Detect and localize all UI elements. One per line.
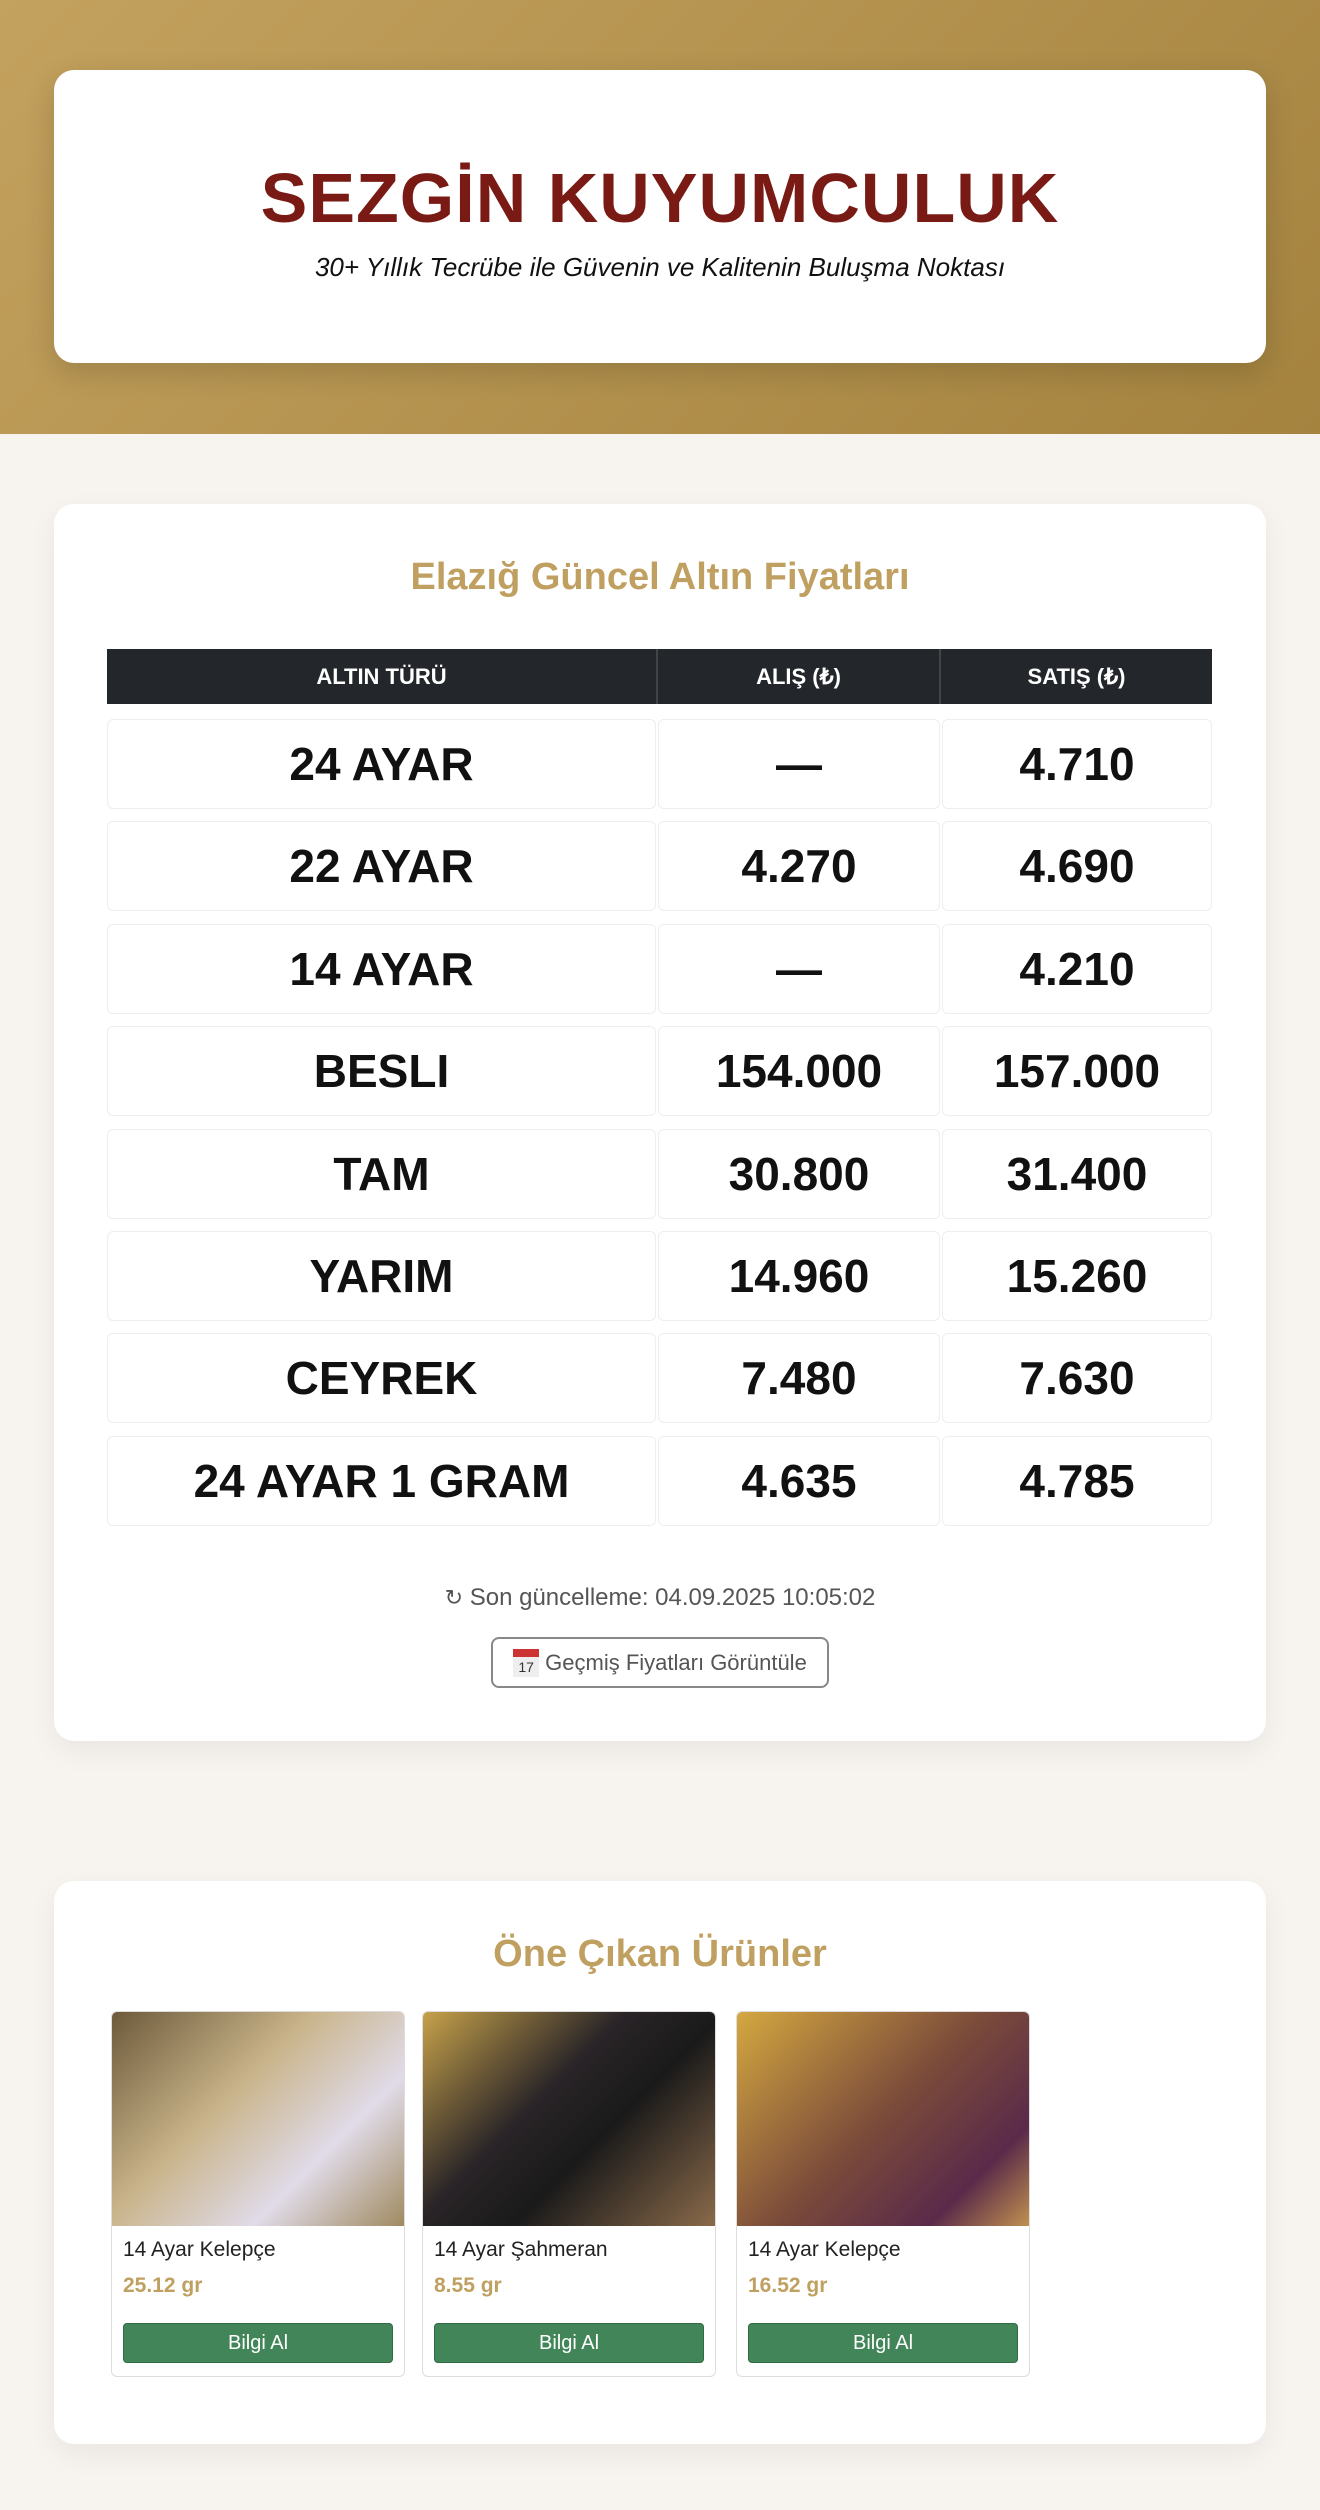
refresh-icon: ↻ (444, 1585, 464, 1610)
buy-price: 30.800 (658, 1129, 940, 1219)
products-card (54, 1881, 1266, 2444)
table-row (107, 1436, 1212, 1526)
info-button[interactable]: Bilgi Al (123, 2323, 393, 2363)
price-card (54, 504, 1266, 1741)
table-row (107, 821, 1212, 911)
calendar-icon: 17 (513, 1649, 539, 1677)
buy-price: 4.635 (658, 1436, 940, 1526)
buy-price: 154.000 (658, 1026, 940, 1116)
col-type: ALTIN TÜRÜ (107, 649, 658, 704)
sell-price: 157.000 (942, 1026, 1212, 1116)
history-button-label: Geçmiş Fiyatları Görüntüle (545, 1649, 807, 1675)
brand-title: SEZGİN KUYUMCULUK (260, 159, 1060, 237)
product-card (736, 2011, 1030, 2377)
buy-price: — (658, 719, 940, 809)
product-weight: 16.52 gr (748, 2274, 828, 2297)
table-row (107, 1231, 1212, 1321)
product-name: 14 Ayar Kelepçe (748, 2238, 901, 2261)
col-buy: ALIŞ (₺) (658, 649, 941, 704)
gold-type: CEYREK (107, 1333, 656, 1423)
last-update (54, 1584, 1266, 1612)
product-card (111, 2011, 405, 2377)
product-weight: 8.55 gr (434, 2274, 502, 2297)
last-update-text: Son güncelleme: 04.09.2025 10:05:02 (469, 1584, 876, 1611)
sell-price: 4.785 (942, 1436, 1212, 1526)
table-row (107, 719, 1212, 809)
product-image[interactable] (423, 2012, 715, 2226)
buy-price: — (658, 924, 940, 1014)
col-sell: SATIŞ (₺) (1027, 663, 1126, 689)
gold-type: BESLI (107, 1026, 656, 1116)
sell-price: 7.630 (942, 1333, 1212, 1423)
buy-price: 7.480 (658, 1333, 940, 1423)
buy-price: 14.960 (658, 1231, 940, 1321)
product-name: 14 Ayar Kelepçe (123, 2238, 276, 2261)
product-image[interactable] (737, 2012, 1029, 2226)
product-card (422, 2011, 716, 2377)
products-title: Öne Çıkan Ürünler (493, 1933, 827, 1975)
gold-type: YARIM (107, 1231, 656, 1321)
sell-price: 31.400 (942, 1129, 1212, 1219)
gold-type: 14 AYAR (107, 924, 656, 1014)
buy-price: 4.270 (658, 821, 940, 911)
tagline: 30+ Yıllık Tecrübe ile Güvenin ve Kalitenin Buluşma Noktası (314, 252, 1006, 282)
table-row (107, 924, 1212, 1014)
product-image[interactable] (112, 2012, 404, 2226)
gold-type: TAM (107, 1129, 656, 1219)
product-name: 14 Ayar Şahmeran (434, 2238, 608, 2261)
sell-price: 4.710 (942, 719, 1212, 809)
gold-type: 24 AYAR (107, 719, 656, 809)
hero-banner (0, 0, 1320, 434)
table-row (107, 1129, 1212, 1219)
table-header (107, 649, 1212, 704)
sell-price: 15.260 (942, 1231, 1212, 1321)
price-rows (107, 719, 1212, 1538)
info-button[interactable]: Bilgi Al (434, 2323, 704, 2363)
header-card (54, 70, 1266, 363)
product-weight: 25.12 gr (123, 2274, 203, 2297)
table-row (107, 1333, 1212, 1423)
price-title: Elazığ Güncel Altın Fiyatları (410, 556, 910, 598)
gold-type: 22 AYAR (107, 821, 656, 911)
gold-type: 24 AYAR 1 GRAM (107, 1436, 656, 1526)
sell-price: 4.210 (942, 924, 1212, 1014)
info-button[interactable]: Bilgi Al (748, 2323, 1018, 2363)
table-row (107, 1026, 1212, 1116)
sell-price: 4.690 (942, 821, 1212, 911)
history-button[interactable] (491, 1637, 829, 1688)
